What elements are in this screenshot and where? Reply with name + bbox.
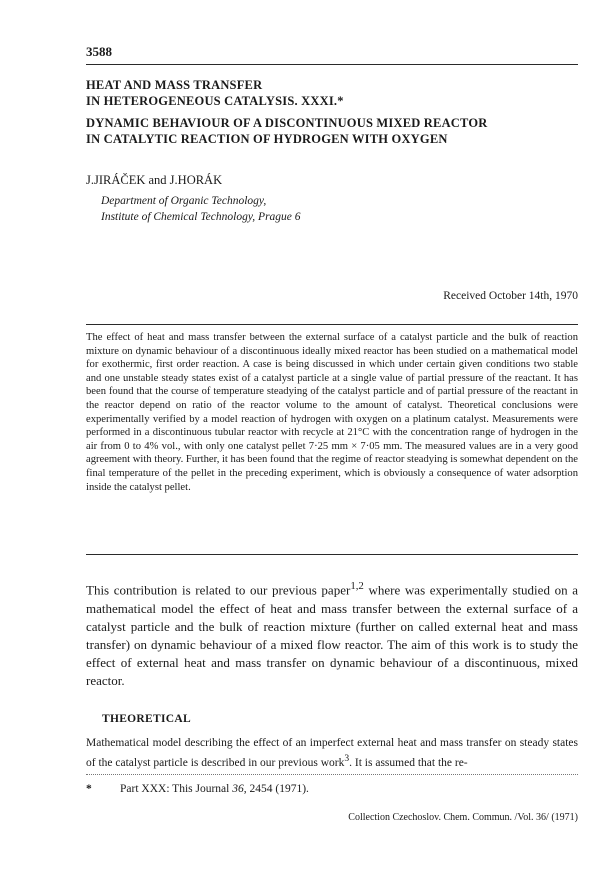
theoretical-reference: 3 <box>344 753 350 764</box>
title-line-2: IN HETEROGENEOUS CATALYSIS. XXXI.* <box>86 94 344 108</box>
affiliation <box>101 193 301 225</box>
footnote-rule <box>86 774 578 775</box>
journal-footer: Collection Czechoslov. Chem. Commun. /Vol. 36/ (1971) <box>348 812 578 823</box>
title-block <box>86 77 578 147</box>
affiliation-line-1: Department of Organic Technology, <box>101 195 267 207</box>
footnote-text-end: , 2454 (1971). <box>243 783 309 795</box>
footnote-volume: 36 <box>232 783 244 795</box>
authors: J.JIRÁČEK and J.HORÁK <box>86 173 223 187</box>
footnote-text-start: Part XXX: This Journal <box>120 783 233 795</box>
title-line-1: HEAT AND MASS TRANSFER <box>86 78 263 92</box>
footnote <box>86 783 309 795</box>
page-number: 3588 <box>86 44 112 59</box>
abstract-bottom-rule <box>86 554 578 555</box>
theoretical-text-start: Mathematical model describing the effect of an imperfect external heat and mass transfer on steady states of the catalyst particle is described in our previous work <box>86 737 578 769</box>
abstract: The effect of heat and mass transfer between the external surface of a catalyst particle and the bulk of reaction mixture on dynamic behaviour of a discontinuous ideally mixed reactor has been studied on a mathematical model for exothermic, first order reaction. A case is being discussed in which under certain given conditions two stable and one unstable steady states exist of a catalyst particle at a single value of partial pressure of the reactant. It has been found that the course of temperature steadying of the catalyst particle and of partial pressure of the reactant in the reactor depend on ratio of the reactor volume to the amount of catalyst. Theoretical conclusions were experimentally verified by a model reaction of hydrogen with oxygen on a platinum catalyst. Measurements were performed in a discontinuous tubular reactor with recycle at 21°C with the concentration range of hydrogen in the air from 0 to 4% vol., with only one catalyst pellet 7·25 mm × 7·05 mm. The measured values are in a very good agreement with theory. Further, it has been found that the regime of reactor steadying is somewhat dependent on the final temperature of the pellet in the preceding experiment, which is obviously a consequence of water adsorption inside the catalyst pellet. <box>86 332 578 493</box>
subtitle-line-1: DYNAMIC BEHAVIOUR OF A DISCONTINUOUS MIXED REACTOR <box>86 116 488 130</box>
intro-text-start: This contribution is related to our previous paper <box>86 582 351 598</box>
abstract-top-rule <box>86 324 578 325</box>
received-date: Received October 14th, 1970 <box>443 290 578 302</box>
affiliation-line-2: Institute of Chemical Technology, Prague 6 <box>101 211 301 223</box>
subtitle-line-2: IN CATALYTIC REACTION OF HYDROGEN WITH OXYGEN <box>86 132 448 146</box>
section-heading: THEORETICAL <box>102 713 191 725</box>
theoretical-text-end: . It is assumed that the re- <box>349 756 468 769</box>
theoretical-paragraph <box>86 735 578 771</box>
intro-text-end: where was experimentally studied on a mathematical model the effect of heat and mass transfer between the external surface of a catalyst particle and the bulk of reaction mixture (further on called external heat and mass transfer) on dynamic behaviour of a mixed flow reactor. The aim of this work is to study the effect of external heat and mass transfer on dynamic behaviour of a discontinuous, mixed reactor. <box>86 582 579 689</box>
intro-reference: 1,2 <box>350 580 364 592</box>
intro-paragraph <box>86 577 578 691</box>
header-rule <box>86 64 578 65</box>
footnote-mark: * <box>86 783 92 795</box>
